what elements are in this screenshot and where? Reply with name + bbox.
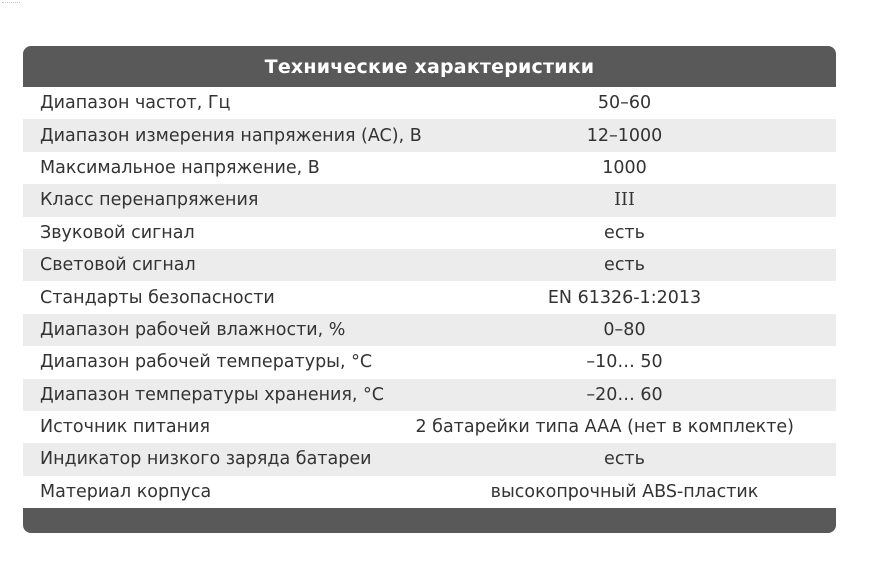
table-row (23, 281, 836, 313)
spec-value: 50–60 (597, 93, 652, 114)
spec-value: 12–1000 (586, 125, 663, 146)
table-row (23, 346, 836, 378)
spec-name: Диапазон рабочей температуры, °С (40, 352, 373, 373)
spec-name: Диапазон рабочей влажности, % (40, 319, 346, 340)
table-row (23, 152, 836, 184)
table-row (23, 217, 836, 249)
spec-value: высокопрочный ABS-пластик (490, 481, 759, 502)
table-row (23, 411, 836, 443)
table-body (23, 87, 836, 508)
spec-name: Диапазон температуры хранения, °С (40, 384, 385, 405)
spec-value: 1000 (602, 157, 647, 178)
table-row (23, 119, 836, 151)
corner-dotted-line (2, 2, 20, 3)
table-row (23, 476, 836, 508)
spec-name: Стандарты безопасности (40, 287, 275, 308)
spec-value: есть (604, 255, 645, 276)
spec-name: Диапазон измерения напряжения (AC), В (40, 125, 422, 146)
table-header: Технические характеристики (264, 56, 595, 78)
table-row (23, 379, 836, 411)
table-row (23, 443, 836, 475)
table-row (23, 314, 836, 346)
spec-value: EN 61326-1:2013 (547, 287, 702, 308)
spec-name: Диапазон частот, Гц (40, 93, 231, 114)
spec-value: 2 батарейки типа AAA (нет в комплекте) (415, 417, 794, 438)
spec-name: Индикатор низкого заряда батареи (40, 449, 372, 470)
specifications-table (23, 46, 836, 533)
spec-name: Класс перенапряжения (40, 190, 259, 211)
spec-name: Материал корпуса (40, 481, 212, 502)
spec-value: –10… 50 (586, 352, 663, 373)
spec-value: –20… 60 (586, 384, 663, 405)
table-row (23, 184, 836, 216)
spec-name: Источник питания (40, 417, 210, 438)
spec-name: Максимальное напряжение, В (40, 157, 320, 178)
table-row (23, 249, 836, 281)
table-row (23, 87, 836, 119)
spec-name: Световой сигнал (40, 255, 196, 276)
spec-value: есть (604, 222, 645, 243)
spec-name: Звуковой сигнал (40, 222, 195, 243)
spec-value: есть (604, 449, 645, 470)
spec-value: III (614, 190, 635, 211)
spec-value: 0–80 (603, 319, 646, 340)
